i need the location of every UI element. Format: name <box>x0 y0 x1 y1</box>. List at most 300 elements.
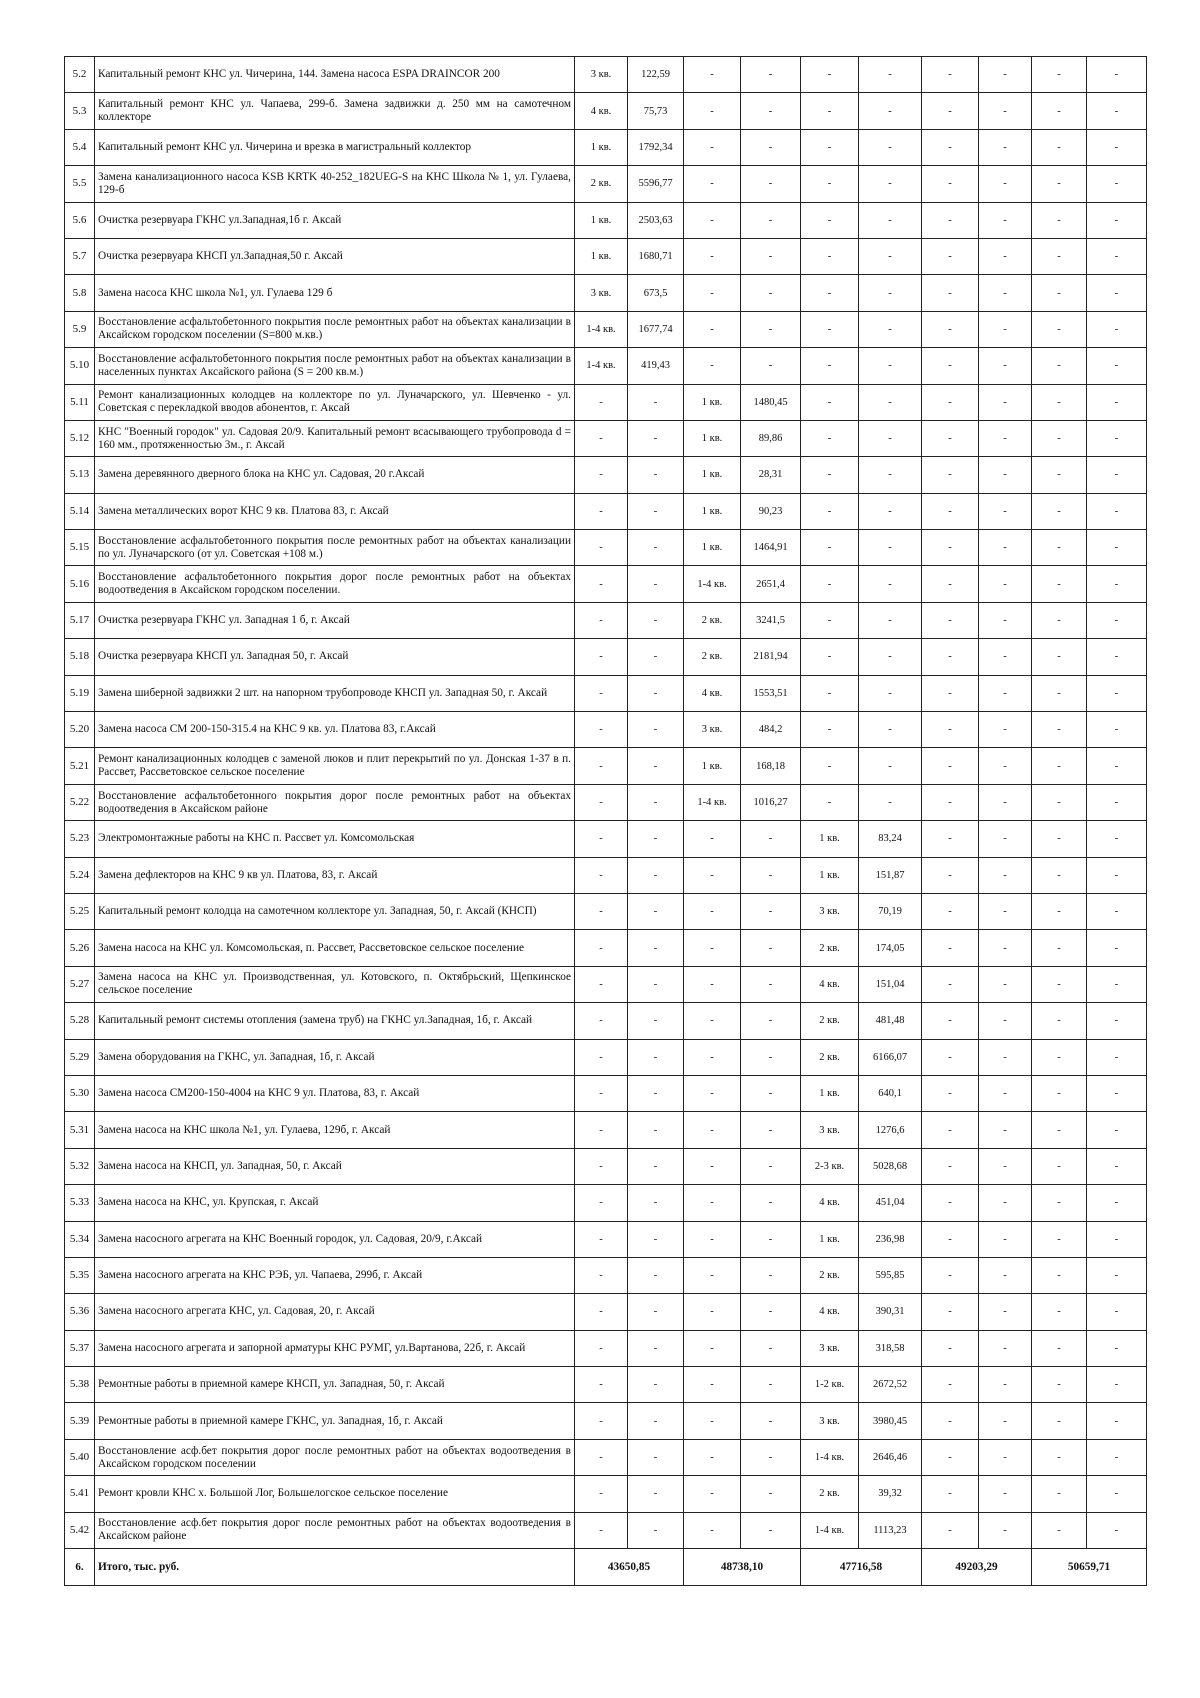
work-description: Замена насоса на КНСП, ул. Западная, 50, г. Аксай <box>95 1148 575 1184</box>
quarter-cell: 4 кв. <box>684 675 741 711</box>
row-number: 5.5 <box>65 166 95 202</box>
amount-cell: - <box>1087 530 1147 566</box>
amount-cell: 151,04 <box>859 966 922 1002</box>
quarter-cell: 2 кв. <box>801 1039 859 1075</box>
amount-cell: - <box>628 930 684 966</box>
quarter-cell: - <box>1032 566 1087 602</box>
table-row <box>65 602 1147 638</box>
amount-cell: - <box>979 1476 1032 1512</box>
amount-cell: - <box>859 602 922 638</box>
work-description: Замена шиберной задвижки 2 шт. на напорном трубопроводе КНСП ул. Западная 50, г. Аксай <box>95 675 575 711</box>
quarter-cell: - <box>1032 129 1087 165</box>
amount-cell: - <box>1087 1112 1147 1148</box>
amount-cell: - <box>1087 930 1147 966</box>
quarter-cell: - <box>684 1367 741 1403</box>
quarter-cell: - <box>801 202 859 238</box>
table-row <box>65 166 1147 202</box>
quarter-cell: - <box>922 748 979 784</box>
quarter-cell: - <box>575 1439 628 1475</box>
amount-cell: - <box>628 1403 684 1439</box>
amount-cell: - <box>741 1039 801 1075</box>
document-page <box>64 56 1146 1586</box>
quarter-cell: 2 кв. <box>575 166 628 202</box>
table-row <box>65 712 1147 748</box>
amount-cell: 451,04 <box>859 1185 922 1221</box>
amount-cell: - <box>859 675 922 711</box>
amount-cell: - <box>979 857 1032 893</box>
table-row <box>65 57 1147 93</box>
quarter-cell: - <box>922 384 979 420</box>
work-description: Ремонт канализационных колодцев с заменой люков и плит перекрытий по ул. Донская 1-37 в п. Рассвет, Рассветовское сельское поселение <box>95 748 575 784</box>
quarter-cell: - <box>575 384 628 420</box>
amount-cell: 90,23 <box>741 493 801 529</box>
amount-cell: - <box>979 93 1032 129</box>
quarter-cell: - <box>801 420 859 456</box>
quarter-cell: - <box>1032 1257 1087 1293</box>
amount-cell: - <box>741 1221 801 1257</box>
quarter-cell: 3 кв. <box>801 1403 859 1439</box>
amount-cell: 2646,46 <box>859 1439 922 1475</box>
quarter-cell: - <box>1032 1185 1087 1221</box>
work-description: Замена насоса СМ 200-150-315.4 на КНС 9 кв. ул. Платова 83, г.Аксай <box>95 712 575 748</box>
work-description: Капитальный ремонт КНС ул. Чапаева, 299-б. Замена задвижки д. 250 мм на самотечном коллекторе <box>95 93 575 129</box>
amount-cell: - <box>628 1439 684 1475</box>
amount-cell: - <box>859 166 922 202</box>
row-number: 5.42 <box>65 1512 95 1548</box>
quarter-cell: - <box>575 1476 628 1512</box>
quarter-cell: - <box>922 675 979 711</box>
amount-cell: - <box>1087 602 1147 638</box>
work-description: Замена канализационного насоса KSB KRTK 40-252_182UEG-S на КНС Школа № 1, ул. Гулаева, 129-б <box>95 166 575 202</box>
quarter-cell: 1-4 кв. <box>801 1512 859 1548</box>
quarter-cell: - <box>684 1221 741 1257</box>
amount-cell: 640,1 <box>859 1075 922 1111</box>
amount-cell: - <box>741 311 801 347</box>
quarter-cell: 1-4 кв. <box>575 311 628 347</box>
table-row <box>65 1148 1147 1184</box>
amount-cell: - <box>859 93 922 129</box>
quarter-cell: 2 кв. <box>801 1476 859 1512</box>
amount-cell: 28,31 <box>741 457 801 493</box>
work-description: Замена насосного агрегата КНС, ул. Садовая, 20, г. Аксай <box>95 1294 575 1330</box>
row-number: 5.14 <box>65 493 95 529</box>
total-row <box>65 1549 1147 1586</box>
quarter-cell: 1 кв. <box>684 530 741 566</box>
quarter-cell: - <box>922 1330 979 1366</box>
quarter-cell: 1-4 кв. <box>575 348 628 384</box>
table-row <box>65 348 1147 384</box>
amount-cell: 419,43 <box>628 348 684 384</box>
quarter-cell: - <box>1032 857 1087 893</box>
amount-cell: 89,86 <box>741 420 801 456</box>
quarter-cell: - <box>801 748 859 784</box>
amount-cell: - <box>741 129 801 165</box>
quarter-cell: - <box>922 1039 979 1075</box>
table-row <box>65 202 1147 238</box>
amount-cell: - <box>1087 1367 1147 1403</box>
amount-cell: 595,85 <box>859 1257 922 1293</box>
amount-cell: - <box>1087 1039 1147 1075</box>
quarter-cell: - <box>801 129 859 165</box>
row-number: 5.8 <box>65 275 95 311</box>
amount-cell: - <box>741 966 801 1002</box>
quarter-cell: - <box>801 238 859 274</box>
row-number: 5.41 <box>65 1476 95 1512</box>
amount-cell: - <box>859 493 922 529</box>
table-row <box>65 748 1147 784</box>
quarter-cell: - <box>1032 1476 1087 1512</box>
amount-cell: - <box>1087 821 1147 857</box>
amount-cell: 122,59 <box>628 57 684 93</box>
quarter-cell: 1 кв. <box>801 1221 859 1257</box>
table-row <box>65 384 1147 420</box>
quarter-cell: 1 кв. <box>575 129 628 165</box>
amount-cell: - <box>741 202 801 238</box>
table-row <box>65 1003 1147 1039</box>
quarter-cell: - <box>922 348 979 384</box>
amount-cell: - <box>1087 493 1147 529</box>
amount-cell: 1113,23 <box>859 1512 922 1548</box>
work-description: Капитальный ремонт КНС ул. Чичерина, 144. Замена насоса ESPA DRAINCOR 200 <box>95 57 575 93</box>
amount-cell: - <box>741 1148 801 1184</box>
quarter-cell: - <box>922 857 979 893</box>
table-row <box>65 675 1147 711</box>
quarter-cell: - <box>922 420 979 456</box>
quarter-cell: - <box>801 166 859 202</box>
amount-cell: 3980,45 <box>859 1403 922 1439</box>
amount-cell: - <box>1087 166 1147 202</box>
row-number: 5.9 <box>65 311 95 347</box>
quarter-cell: - <box>922 311 979 347</box>
amount-cell: - <box>859 420 922 456</box>
quarter-cell: - <box>575 784 628 820</box>
row-number: 5.23 <box>65 821 95 857</box>
quarter-cell: - <box>1032 1039 1087 1075</box>
quarter-cell: - <box>922 602 979 638</box>
quarter-cell: 1 кв. <box>801 1075 859 1111</box>
amount-cell: - <box>1087 966 1147 1002</box>
work-description: Восстановление асф.бет покрытия дорог после ремонтных работ на объектах водоотведения в Аксайском районе <box>95 1512 575 1548</box>
amount-cell: 6166,07 <box>859 1039 922 1075</box>
quarter-cell: - <box>1032 384 1087 420</box>
row-number: 5.11 <box>65 384 95 420</box>
quarter-cell: - <box>801 530 859 566</box>
amount-cell: - <box>979 966 1032 1002</box>
quarter-cell: - <box>1032 748 1087 784</box>
quarter-cell: - <box>684 1512 741 1548</box>
amount-cell: - <box>1087 238 1147 274</box>
amount-cell: - <box>741 1403 801 1439</box>
amount-cell: - <box>628 1294 684 1330</box>
table-row <box>65 930 1147 966</box>
amount-cell: - <box>859 202 922 238</box>
amount-cell: - <box>741 238 801 274</box>
quarter-cell: - <box>1032 1512 1087 1548</box>
quarter-cell: - <box>1032 238 1087 274</box>
amount-cell: - <box>979 129 1032 165</box>
work-description: Очистка резервуара ГКНС ул. Западная 1 б, г. Аксай <box>95 602 575 638</box>
quarter-cell: - <box>922 1476 979 1512</box>
quarter-cell: 1 кв. <box>575 238 628 274</box>
quarter-cell: - <box>922 930 979 966</box>
quarter-cell: - <box>922 275 979 311</box>
work-description: Восстановление асф.бет покрытия дорог после ремонтных работ на объектах водоотведения в Аксайском городском поселении <box>95 1439 575 1475</box>
amount-cell: 673,5 <box>628 275 684 311</box>
amount-cell: - <box>979 311 1032 347</box>
total-label: Итого, тыс. руб. <box>95 1549 575 1586</box>
amount-cell: - <box>859 639 922 675</box>
amount-cell: - <box>979 530 1032 566</box>
quarter-cell: - <box>575 639 628 675</box>
quarter-cell: - <box>575 1294 628 1330</box>
quarter-cell: - <box>684 1039 741 1075</box>
quarter-cell: - <box>684 1003 741 1039</box>
quarter-cell: 1 кв. <box>684 384 741 420</box>
quarter-cell: - <box>922 457 979 493</box>
quarter-cell: 1 кв. <box>684 457 741 493</box>
amount-cell: - <box>1087 1257 1147 1293</box>
quarter-cell: - <box>801 384 859 420</box>
row-number: 5.15 <box>65 530 95 566</box>
quarter-cell: - <box>801 639 859 675</box>
row-number: 5.7 <box>65 238 95 274</box>
quarter-cell: - <box>684 129 741 165</box>
quarter-cell: - <box>922 1003 979 1039</box>
quarter-cell: - <box>684 57 741 93</box>
table-row <box>65 1367 1147 1403</box>
table-row <box>65 457 1147 493</box>
quarter-cell: 2 кв. <box>684 639 741 675</box>
amount-cell: - <box>859 748 922 784</box>
amount-cell: - <box>628 1039 684 1075</box>
table-row <box>65 129 1147 165</box>
quarter-cell: - <box>1032 1148 1087 1184</box>
work-description: Электромонтажные работы на КНС п. Рассвет ул. Комсомольская <box>95 821 575 857</box>
amount-cell: 83,24 <box>859 821 922 857</box>
amount-cell: - <box>859 275 922 311</box>
amount-cell: 1464,91 <box>741 530 801 566</box>
row-number: 5.30 <box>65 1075 95 1111</box>
quarter-cell: - <box>575 675 628 711</box>
amount-cell: - <box>741 930 801 966</box>
amount-cell: 5028,68 <box>859 1148 922 1184</box>
quarter-cell: - <box>801 348 859 384</box>
quarter-cell: - <box>1032 1112 1087 1148</box>
table-row <box>65 1476 1147 1512</box>
quarter-cell: - <box>922 238 979 274</box>
amount-cell: - <box>1087 348 1147 384</box>
amount-cell: - <box>1087 1403 1147 1439</box>
quarter-cell: - <box>684 930 741 966</box>
amount-cell: - <box>628 602 684 638</box>
work-description: Замена насоса на КНС школа №1, ул. Гулаева, 129б, г. Аксай <box>95 1112 575 1148</box>
quarter-cell: 2 кв. <box>801 1257 859 1293</box>
amount-cell: - <box>979 1512 1032 1548</box>
row-number: 5.38 <box>65 1367 95 1403</box>
table-row <box>65 893 1147 929</box>
amount-cell: - <box>628 493 684 529</box>
amount-cell: - <box>979 602 1032 638</box>
table-row <box>65 1403 1147 1439</box>
amount-cell: - <box>628 530 684 566</box>
amount-cell: - <box>741 348 801 384</box>
quarter-cell: - <box>922 1221 979 1257</box>
amount-cell: - <box>979 639 1032 675</box>
amount-cell: - <box>1087 1221 1147 1257</box>
quarter-cell: - <box>575 566 628 602</box>
row-number: 5.10 <box>65 348 95 384</box>
amount-cell: - <box>979 238 1032 274</box>
quarter-cell: - <box>922 712 979 748</box>
quarter-cell: - <box>684 1439 741 1475</box>
row-number: 5.21 <box>65 748 95 784</box>
amount-cell: - <box>979 1185 1032 1221</box>
row-number: 5.16 <box>65 566 95 602</box>
total-value: 43650,85 <box>575 1549 684 1586</box>
work-description: Восстановление асфальтобетонного покрытия дорог после ремонтных работ на объектах водоотведения в Аксайском районе <box>95 784 575 820</box>
amount-cell: - <box>979 420 1032 456</box>
amount-cell: 174,05 <box>859 930 922 966</box>
amount-cell: - <box>859 311 922 347</box>
quarter-cell: - <box>1032 1330 1087 1366</box>
amount-cell: 1792,34 <box>628 129 684 165</box>
quarter-cell: - <box>1032 166 1087 202</box>
quarter-cell: 4 кв. <box>801 1185 859 1221</box>
work-description: Замена насосного агрегата на КНС Военный городок, ул. Садовая, 20/9, г.Аксай <box>95 1221 575 1257</box>
quarter-cell: - <box>1032 530 1087 566</box>
amount-cell: - <box>628 1148 684 1184</box>
quarter-cell: 1 кв. <box>684 748 741 784</box>
amount-cell: - <box>1087 639 1147 675</box>
quarter-cell: - <box>575 1403 628 1439</box>
row-number: 5.25 <box>65 893 95 929</box>
table-row <box>65 275 1147 311</box>
quarter-cell: - <box>1032 1403 1087 1439</box>
quarter-cell: - <box>1032 784 1087 820</box>
table-row <box>65 493 1147 529</box>
amount-cell: - <box>628 1257 684 1293</box>
table-body <box>65 57 1147 1549</box>
quarter-cell: 2-3 кв. <box>801 1148 859 1184</box>
quarter-cell: 1 кв. <box>684 420 741 456</box>
row-number: 5.34 <box>65 1221 95 1257</box>
quarter-cell: - <box>684 1294 741 1330</box>
amount-cell: - <box>979 275 1032 311</box>
amount-cell: - <box>1087 275 1147 311</box>
row-number: 5.29 <box>65 1039 95 1075</box>
quarter-cell: - <box>575 893 628 929</box>
work-description: Очистка резервуара КНСП ул. Западная 50, г. Аксай <box>95 639 575 675</box>
quarter-cell: - <box>1032 202 1087 238</box>
quarter-cell: - <box>1032 275 1087 311</box>
amount-cell: - <box>979 821 1032 857</box>
table-row <box>65 1439 1147 1475</box>
amount-cell: - <box>1087 129 1147 165</box>
quarter-cell: 1 кв. <box>801 857 859 893</box>
quarter-cell: - <box>1032 1294 1087 1330</box>
quarter-cell: - <box>684 275 741 311</box>
work-description: Восстановление асфальтобетонного покрытия после ремонтных работ на объектах канализации по ул. Луначарского (от ул. Советская +108 м.) <box>95 530 575 566</box>
amount-cell: - <box>979 1439 1032 1475</box>
amount-cell: - <box>1087 1185 1147 1221</box>
quarter-cell: - <box>575 1257 628 1293</box>
amount-cell: - <box>1087 712 1147 748</box>
amount-cell: - <box>628 1476 684 1512</box>
quarter-cell: - <box>801 275 859 311</box>
amount-cell: - <box>741 275 801 311</box>
quarter-cell: - <box>922 530 979 566</box>
amount-cell: - <box>979 1075 1032 1111</box>
amount-cell: - <box>741 1330 801 1366</box>
row-number: 5.32 <box>65 1148 95 1184</box>
quarter-cell: - <box>1032 821 1087 857</box>
table-row <box>65 639 1147 675</box>
amount-cell: - <box>628 1512 684 1548</box>
quarter-cell: - <box>575 1185 628 1221</box>
amount-cell: - <box>859 348 922 384</box>
total-value: 49203,29 <box>922 1549 1032 1586</box>
amount-cell: - <box>979 1403 1032 1439</box>
table-row <box>65 93 1147 129</box>
quarter-cell: - <box>922 893 979 929</box>
amount-cell: 5596,77 <box>628 166 684 202</box>
total-number: 6. <box>65 1549 95 1586</box>
amount-cell: - <box>741 1439 801 1475</box>
row-number: 5.6 <box>65 202 95 238</box>
table-row <box>65 1257 1147 1293</box>
amount-cell: - <box>859 712 922 748</box>
work-description: Ремонтные работы в приемной камере ГКНС, ул. Западная, 1б, г. Аксай <box>95 1403 575 1439</box>
row-number: 5.28 <box>65 1003 95 1039</box>
amount-cell: - <box>979 1221 1032 1257</box>
work-description: Замена насосного агрегата и запорной арматуры КНС РУМГ, ул.Вартанова, 22б, г. Аксай <box>95 1330 575 1366</box>
quarter-cell: - <box>922 966 979 1002</box>
quarter-cell: 3 кв. <box>575 275 628 311</box>
row-number: 5.40 <box>65 1439 95 1475</box>
amount-cell: - <box>628 1367 684 1403</box>
quarter-cell: - <box>575 1367 628 1403</box>
amount-cell: - <box>741 857 801 893</box>
amount-cell: - <box>628 748 684 784</box>
row-number: 5.33 <box>65 1185 95 1221</box>
quarter-cell: - <box>1032 639 1087 675</box>
amount-cell: - <box>979 784 1032 820</box>
row-number: 5.22 <box>65 784 95 820</box>
row-number: 5.20 <box>65 712 95 748</box>
quarter-cell: - <box>575 1003 628 1039</box>
quarter-cell: - <box>922 821 979 857</box>
quarter-cell: 1-4 кв. <box>801 1439 859 1475</box>
amount-cell: - <box>979 384 1032 420</box>
amount-cell: - <box>1087 1512 1147 1548</box>
quarter-cell: 3 кв. <box>801 893 859 929</box>
quarter-cell: - <box>1032 1003 1087 1039</box>
amount-cell: - <box>1087 57 1147 93</box>
quarter-cell: - <box>922 1257 979 1293</box>
quarter-cell: 4 кв. <box>801 966 859 1002</box>
work-description: Замена насоса на КНС ул. Производственная, ул. Котовского, п. Октябрьский, Щепкинское сельское поселение <box>95 966 575 1002</box>
amount-cell: 1553,51 <box>741 675 801 711</box>
table-row <box>65 530 1147 566</box>
work-description: Замена насоса СМ200-150-4004 на КНС 9 ул. Платова, 83, г. Аксай <box>95 1075 575 1111</box>
amount-cell: - <box>741 1257 801 1293</box>
amount-cell: - <box>628 457 684 493</box>
quarter-cell: - <box>684 1257 741 1293</box>
quarter-cell: - <box>1032 930 1087 966</box>
amount-cell: - <box>859 57 922 93</box>
table-row <box>65 1112 1147 1148</box>
work-description: Замена насосного агрегата на КНС РЭБ, ул. Чапаева, 299б, г. Аксай <box>95 1257 575 1293</box>
